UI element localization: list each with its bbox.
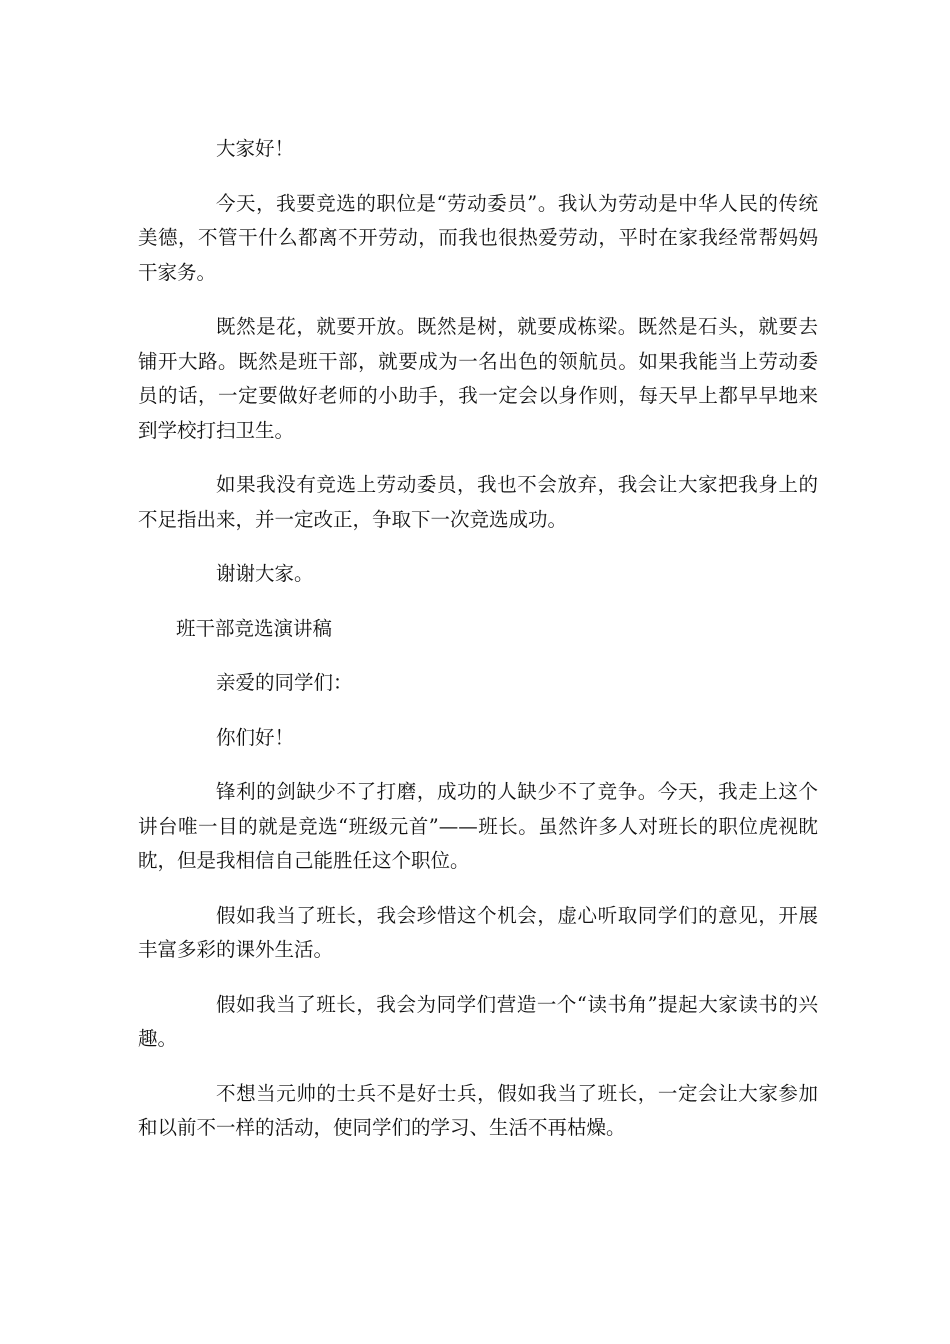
paragraph-position-intro: 今天，我要竞选的职位是“劳动委员”。我认为劳动是中华人民的传统美德，不管干什么都离不开劳动，而我也很热爱劳动，平时在家我经常帮妈妈干家务。 (138, 191, 818, 284)
document-body (138, 132, 818, 1166)
section-title: 班干部竞选演讲稿 (176, 616, 333, 640)
paragraph-greeting: 大家好！ (216, 137, 295, 160)
paragraph-soldier: 不想当元帅的士兵不是好士兵，假如我当了班长，一定会让大家参加和以前不一样的活动，使同学们的学习、生活不再枯燥。 (138, 1081, 818, 1139)
paragraph-hello: 你们好！ (216, 725, 295, 749)
paragraph-cherish: 假如我当了班长，我会珍惜这个机会，虚心听取同学们的意见，开展丰富多彩的课外生活。 (138, 903, 818, 961)
paragraph-flower-tree: 既然是花，就要开放。既然是树，就要成栋梁。既然是石头，就要去铺开大路。既然是班干部，就要成为一名出色的领航员。如果我能当上劳动委员的话，一定要做好老师的小助手，我一定会以身作则，每天早上都早早地来到学校打扫卫生。 (138, 315, 818, 442)
paragraph-salutation: 亲爱的同学们： (216, 671, 353, 694)
paragraph-not-elected: 如果我没有竞选上劳动委员，我也不会放弃，我会让大家把我身上的不足指出来，并一定改正，争取下一次竞选成功。 (138, 473, 818, 531)
paragraph-reading-corner: 假如我当了班长，我会为同学们营造一个“读书角”提起大家读书的兴趣。 (138, 992, 818, 1050)
paragraph-sword: 锋利的剑缺少不了打磨，成功的人缺少不了竞争。今天，我走上这个讲台唯一目的就是竞选“班级元首”——班长。虽然许多人对班长的职位虎视眈眈，但是我相信自己能胜任这个职位。 (138, 780, 818, 872)
paragraph-thanks: 谢谢大家。 (216, 562, 314, 585)
